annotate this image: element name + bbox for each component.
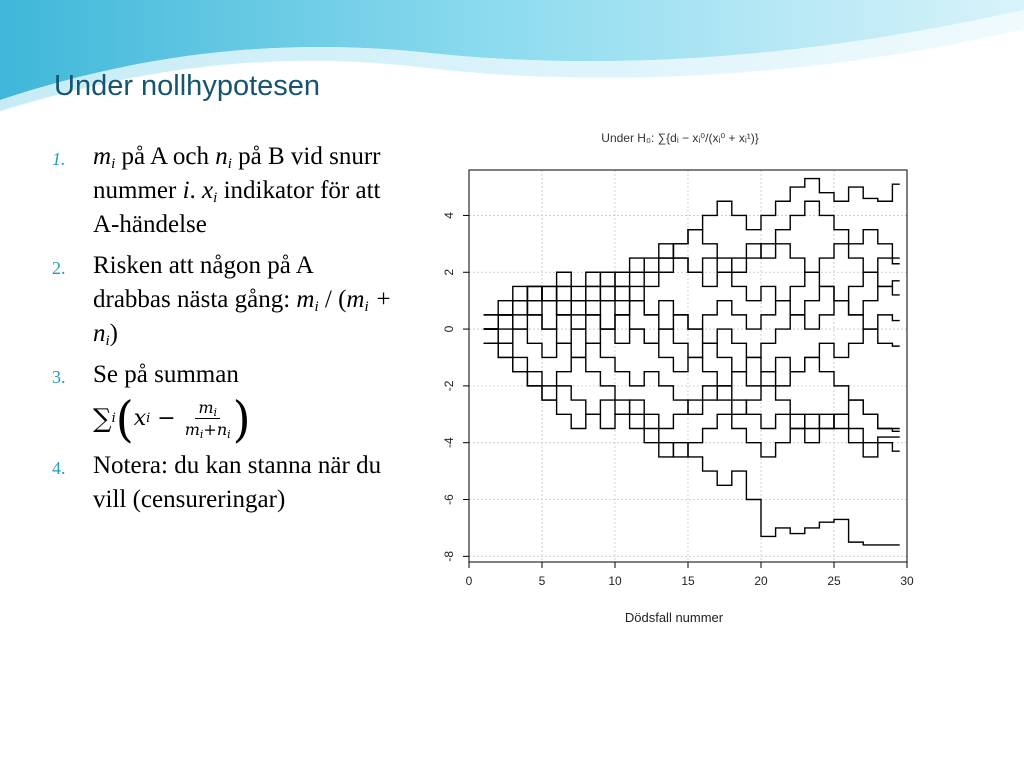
list-number: 1. <box>52 149 66 169</box>
series-line <box>484 201 900 329</box>
series-line <box>484 179 900 315</box>
series-line <box>484 343 900 457</box>
x-tick-label: 5 <box>538 574 546 588</box>
list-number: 4. <box>52 458 66 478</box>
x-tick-label: 25 <box>827 574 841 588</box>
list-item: 3. Se på summan ∑ i ( x i − $\frac{m_i}{m_i+n_i}$ ) <box>52 361 251 448</box>
x-tick-label: 15 <box>681 574 695 588</box>
slide-title: Under nollhypotesen <box>54 70 321 102</box>
x-axis-label: Dödsfall nummer <box>624 610 724 625</box>
y-tick-label: 4 <box>442 212 456 219</box>
series-line <box>484 315 900 431</box>
sum-formula: ∑ i ( x i − $\frac{m_i}{m_i+n_i}$ ) <box>93 390 251 448</box>
series-line <box>484 301 900 386</box>
x-tick-label: 0 <box>465 574 473 588</box>
chart-panel <box>402 100 914 640</box>
x-tick-label: 20 <box>754 574 768 588</box>
x-tick-label: 10 <box>608 574 622 588</box>
list-item: 1. $m_i$ på A och $n_i$ på B vid snurr nummer i. $x_i$ indikator för att A-händelse <box>52 143 381 238</box>
chart-title: Under H₀: ∑{dᵢ − xᵢ⁰/(xᵢ⁰ + xᵢ¹)} <box>601 131 759 145</box>
list-number: 3. <box>52 367 66 387</box>
y-tick-label: -4 <box>442 437 456 449</box>
y-tick-label: 0 <box>442 325 456 333</box>
list-item: 4. Notera: du kan stanna när du vill (censureringar) <box>52 452 382 513</box>
y-tick-label: -2 <box>442 380 456 392</box>
list-number: 2. <box>52 258 66 278</box>
series-line <box>484 329 900 457</box>
y-tick-label: -8 <box>442 550 456 562</box>
y-tick-label: -6 <box>442 494 456 505</box>
bullet-list <box>52 140 392 524</box>
x-tick-label: 30 <box>900 574 914 588</box>
random-walk-chart <box>402 100 914 640</box>
y-tick-label: 2 <box>442 268 456 276</box>
series-line <box>484 343 900 545</box>
list-item: 2. Risken att någon på A drabbas nästa gång: $m_i / (m_i + n_i)$ <box>52 252 392 349</box>
